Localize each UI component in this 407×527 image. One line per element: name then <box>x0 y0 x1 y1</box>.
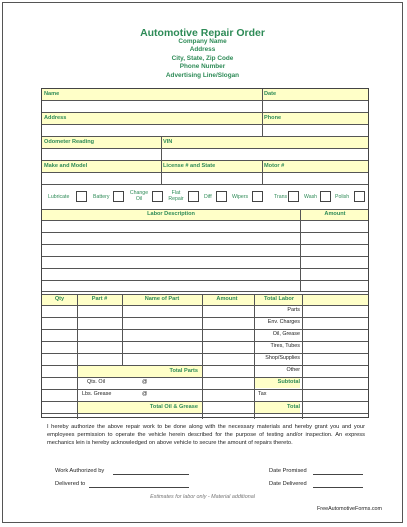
labor-line-3[interactable] <box>42 245 368 256</box>
site-credit: FreeAutomotiveForms.com <box>317 506 383 512</box>
form-title: Automotive Repair Order <box>140 27 265 39</box>
lbs-grease-label: Lbs. Grease <box>82 391 112 397</box>
wash-checkbox[interactable] <box>320 191 331 202</box>
company-phone: Phone Number <box>179 63 226 71</box>
date-promised-line[interactable] <box>313 474 363 475</box>
change-oil-label: Change Oil <box>129 190 149 202</box>
odometer-input[interactable] <box>42 149 368 160</box>
vin-label: VIN <box>163 139 173 145</box>
address-label-row <box>42 113 368 124</box>
repair-order-page <box>2 2 403 523</box>
phone-label: Phone <box>264 115 282 121</box>
summary-other: Other <box>286 367 300 373</box>
flat-repair-checkbox[interactable] <box>188 191 199 202</box>
labor-line-1[interactable] <box>42 221 368 232</box>
wipers-label: Wipers <box>232 194 249 200</box>
lubricate-label: Lubricate <box>48 194 70 200</box>
authorization-text: I hereby authorize the above repair work to be done along with the necessary materials and hereby grant you and your employees permission to operate the vehicle herein described for the purpose of testing and/or inspection. An express mechanics lein is hereby acknowledged on above vehicle to secure the amount of repairs thereto. <box>47 424 365 447</box>
diff-checkbox[interactable] <box>216 191 227 202</box>
motor-label: Motor # <box>264 163 285 169</box>
name-input[interactable] <box>42 101 368 112</box>
repair-form-grid <box>41 88 369 418</box>
work-authorized-line[interactable] <box>113 474 189 475</box>
company-city: City, State, Zip Code <box>171 54 234 62</box>
wipers-checkbox[interactable] <box>252 191 263 202</box>
labor-line-5[interactable] <box>42 269 368 280</box>
qts-oil-label: Qts. Oil <box>87 379 105 385</box>
labor-line-2[interactable] <box>42 233 368 244</box>
summary-shop-supplies: Shop/Supplies <box>265 355 300 361</box>
work-authorized-label: Work Authorized by <box>55 468 105 474</box>
total-labor-header: Total Labor <box>263 296 295 302</box>
name-label-row <box>42 89 368 100</box>
date-delivered-line[interactable] <box>313 487 363 488</box>
summary-oil-grease: Oil, Grease <box>272 331 300 337</box>
company-slogan: Advertising Line/Slogan <box>165 71 240 79</box>
address-label: Address <box>44 115 67 121</box>
summary-env-charges: Env. Charges <box>267 319 300 325</box>
lbs-grease-at: @ <box>142 391 148 397</box>
qts-oil-at: @ <box>142 379 148 385</box>
odometer-label: Odometer Reading <box>44 139 95 145</box>
date-label: Date <box>264 91 277 97</box>
summary-parts: Parts <box>287 307 300 313</box>
part-number-header: Part # <box>91 296 108 302</box>
company-name: Company Name <box>178 38 227 45</box>
labor-line-4[interactable] <box>42 257 368 268</box>
delivered-to-line[interactable] <box>89 487 189 488</box>
date-delivered-label: Date Delivered <box>269 481 307 487</box>
make-model-label: Make and Model <box>44 163 88 169</box>
polish-label: Polish <box>335 194 350 200</box>
summary-tax: Tax <box>258 391 267 397</box>
company-block <box>3 38 402 80</box>
estimates-footnote: Estimates for labor only - Material additional <box>150 494 255 500</box>
flat-repair-label: Flat Repair <box>168 190 184 202</box>
trans-label: Trans <box>274 194 288 200</box>
labor-line-6[interactable] <box>42 281 368 291</box>
delivered-to-label: Delivered to <box>55 481 86 487</box>
part-amount-header: Amount <box>216 296 238 302</box>
summary-subtotal: Subtotal <box>277 379 300 385</box>
part-name-header: Name of Part <box>144 296 180 302</box>
change-oil-checkbox[interactable] <box>152 191 163 202</box>
make-model-input[interactable] <box>42 173 368 184</box>
labor-description-header: Labor Description <box>147 211 195 217</box>
summary-total: Total <box>287 404 300 410</box>
lubricate-checkbox[interactable] <box>76 191 87 202</box>
total-parts-label: Total Parts <box>169 368 198 374</box>
date-promised-label: Date Promised <box>269 468 307 474</box>
company-address: Address <box>189 46 216 54</box>
license-label: License # and State <box>163 163 216 169</box>
polish-checkbox[interactable] <box>354 191 365 202</box>
wash-label: Wash <box>304 194 318 200</box>
address-input[interactable] <box>42 125 368 136</box>
qty-header: Qty <box>54 296 65 302</box>
battery-label: Battery <box>93 194 110 200</box>
summary-tires-tubes: Tires, Tubes <box>270 343 300 349</box>
total-oil-grease-label: Total Oil & Grease <box>149 404 198 410</box>
name-label: Name <box>44 91 60 97</box>
battery-checkbox[interactable] <box>113 191 124 202</box>
trans-checkbox[interactable] <box>288 191 299 202</box>
labor-amount-header: Amount <box>324 211 346 217</box>
diff-label: Diff <box>204 194 212 200</box>
